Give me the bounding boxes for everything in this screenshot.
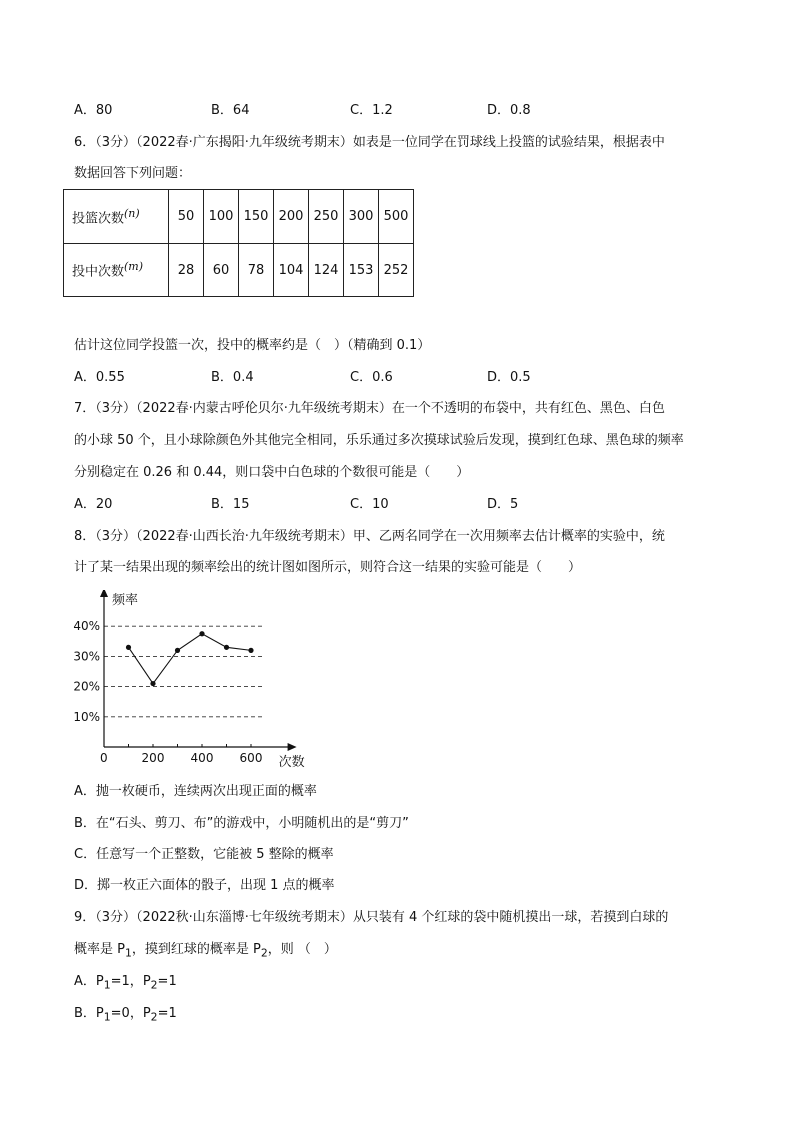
row2-label: 投中次数: [72, 264, 125, 280]
q7-option-a[interactable]: A．20: [74, 497, 113, 512]
q7-option-c[interactable]: C．10: [350, 497, 389, 512]
q5-option-a[interactable]: A．80: [74, 103, 113, 118]
x-axis-arrow: [288, 743, 297, 751]
table-row: [64, 190, 414, 244]
table-cell: 150: [239, 190, 274, 244]
row1-header: [64, 190, 169, 244]
table-cell: 50: [169, 190, 204, 244]
row1-label: 投篮次数: [72, 211, 125, 227]
option-subscript: 1: [103, 1010, 111, 1024]
option-subscript: 2: [150, 978, 158, 992]
q8-option-b[interactable]: B．在“石头、剪刀、布”的游戏中，小明随机出的是“剪刀”: [74, 816, 409, 831]
q8-stem-line1: 8．（3分）（2022春·山西长治·九年级统考期末）甲、乙两名同学在一次用频率去估计概率的实验中，统: [74, 529, 665, 544]
q9-option-b[interactable]: [74, 1004, 177, 1028]
q6-data-table: [63, 189, 414, 297]
q9-option-a[interactable]: [74, 972, 177, 996]
q9-subscript: 1: [124, 946, 132, 960]
x-axis-label: 次数: [278, 755, 305, 770]
q7-option-b[interactable]: B．15: [211, 497, 250, 512]
q9-text: ，摸到红球的概率是 P: [131, 942, 261, 957]
option-text: =1: [157, 974, 177, 989]
table-cell: 200: [274, 190, 309, 244]
q6-question: 估计这位同学投篮一次，投中的概率约是（ ）（精确到 0.1）: [74, 338, 431, 353]
table-cell: 300: [344, 190, 379, 244]
data-point: [224, 645, 229, 650]
q9-stem-line1: 9．（3分）（2022秋·山东淄博·七年级统考期末）从只装有 4 个红球的袋中随机摸出一球，若摸到白球的: [74, 910, 669, 925]
option-text: P: [95, 974, 104, 989]
x-tick-label: 200: [141, 751, 165, 765]
y-axis-label: 频率: [112, 593, 139, 608]
table-cell: 124: [309, 244, 344, 297]
table-cell: 500: [379, 190, 414, 244]
y-tick-label: 30%: [73, 649, 100, 664]
table-row: [64, 244, 414, 297]
q5-option-c[interactable]: C．1.2: [350, 103, 393, 118]
x-tick-label: 400: [190, 751, 214, 765]
table-cell: 60: [204, 244, 239, 297]
option-label: B．: [74, 1006, 96, 1021]
q6-option-c[interactable]: C．0.6: [350, 370, 393, 385]
q6-options: [74, 368, 714, 388]
q9-subscript: 2: [260, 946, 268, 960]
y-tick-label: 10%: [73, 709, 100, 724]
q8-option-a[interactable]: A．抛一枚硬币，连续两次出现正面的概率: [74, 784, 317, 799]
option-subscript: 1: [103, 978, 111, 992]
series-line: [129, 634, 252, 684]
option-subscript: 2: [150, 1010, 158, 1024]
y-axis-arrow: [100, 590, 108, 597]
q6-option-d[interactable]: D．0.5: [487, 370, 531, 385]
q8-option-d[interactable]: D．掷一枚正六面体的骰子，出现 1 点的概率: [74, 878, 335, 893]
table-cell: 153: [344, 244, 379, 297]
option-text: =0，: [110, 1006, 143, 1021]
data-point: [248, 648, 253, 653]
data-point: [150, 681, 155, 686]
q7-stem-line1: 7．（3分）（2022春·内蒙古呼伦贝尔·九年级统考期末）在一个不透明的布袋中，共有红色、黑色、白色: [74, 401, 665, 416]
q5-option-d[interactable]: D．0.8: [487, 103, 531, 118]
table-cell: 28: [169, 244, 204, 297]
q7-stem-line3: 分别稳定在 0.26 和 0.44，则口袋中白色球的个数很可能是（ ）: [74, 465, 470, 480]
q9-stem-line2: [74, 940, 337, 964]
option-text: P: [142, 1006, 151, 1021]
q9-text: 概率是 P: [74, 942, 125, 957]
table-cell: 78: [239, 244, 274, 297]
q5-options: [74, 101, 714, 121]
row1-variable: (n): [124, 206, 140, 220]
option-text: P: [142, 974, 151, 989]
origin-label: 0: [100, 751, 108, 765]
table-cell: 104: [274, 244, 309, 297]
table-cell: 250: [309, 190, 344, 244]
y-tick-label: 20%: [73, 679, 100, 694]
data-point: [199, 631, 204, 636]
option-text: P: [95, 1006, 104, 1021]
q8-stem-line2: 计了某一结果出现的频率绘出的统计图如图所示，则符合这一结果的实验可能是（ ）: [74, 560, 582, 575]
q7-option-d[interactable]: D．5: [487, 497, 519, 512]
q6-stem-line2: 数据回答下列问题：: [74, 166, 192, 181]
q9-text: ，则 （ ）: [267, 942, 337, 957]
table-cell: 100: [204, 190, 239, 244]
y-tick-label: 40%: [73, 619, 100, 634]
data-point: [175, 648, 180, 653]
q7-options: [74, 495, 714, 515]
q6-stem-line1: 6．（3分）（2022春·广东揭阳·九年级统考期末）如表是一位同学在罚球线上投篮的试验结果，根据表中: [74, 135, 665, 150]
row2-header: [64, 244, 169, 297]
q6-option-a[interactable]: A．0.55: [74, 370, 125, 385]
option-text: =1: [157, 1006, 177, 1021]
data-point: [126, 645, 131, 650]
frequency-line-chart: [60, 590, 310, 775]
table-cell: 252: [379, 244, 414, 297]
row2-variable: (m): [124, 260, 144, 274]
option-label: A．: [74, 974, 96, 989]
option-text: =1，: [110, 974, 143, 989]
q7-stem-line2: 的小球 50 个，且小球除颜色外其他完全相同，乐乐通过多次摸球试验后发现，摸到红色球、黑色球的频率: [74, 433, 684, 448]
q6-option-b[interactable]: B．0.4: [211, 370, 254, 385]
q5-option-b[interactable]: B．64: [211, 103, 250, 118]
q8-option-c[interactable]: C．任意写一个正整数，它能被 5 整除的概率: [74, 847, 334, 862]
x-tick-label: 600: [239, 751, 263, 765]
